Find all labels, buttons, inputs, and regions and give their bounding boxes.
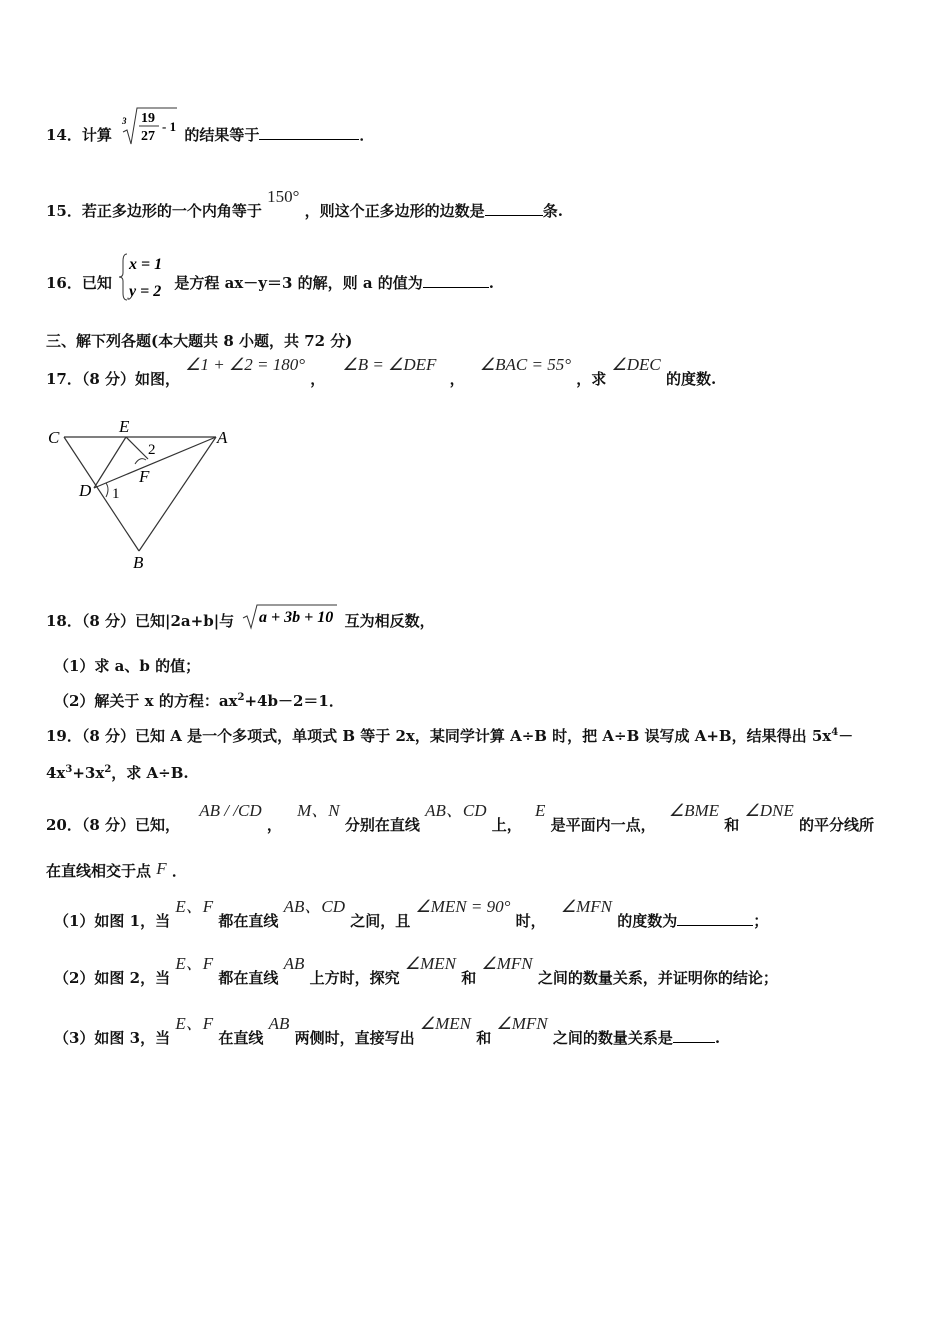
question-19-cont — [46, 762, 189, 783]
q20-p2-math-AB: AB — [283, 954, 305, 973]
cube-root-expression — [119, 102, 177, 148]
q20-math-F: F — [156, 859, 167, 878]
q20-p2-text: （2）如图 2，当 — [54, 969, 171, 987]
q20-p3-text-3: 和 — [476, 1029, 492, 1047]
equation-system — [117, 251, 169, 303]
q19-exponent-2: 2 — [104, 764, 112, 775]
answer-blank[interactable] — [673, 1028, 715, 1043]
q20-text-3: 是平面内一点， — [550, 816, 656, 834]
q20-p2-math-MEN: ∠MEN — [404, 954, 456, 973]
q20-part-1 — [46, 897, 769, 931]
question-20-cont — [46, 860, 187, 881]
answer-blank[interactable] — [259, 125, 359, 140]
question-16 — [46, 256, 495, 300]
minus-one: - 1 — [162, 119, 177, 134]
q17-sep-1: ， — [310, 370, 326, 388]
angle-2-arc — [135, 459, 146, 464]
q20-p3-text-4: 之间的数量关系是 — [552, 1029, 673, 1047]
q20-p1-math-ABCD: AB、CD — [283, 897, 345, 916]
q20-part-2 — [46, 954, 778, 988]
label-A: A — [217, 428, 228, 447]
q20-p2-text-1: 都在直线 — [218, 969, 279, 987]
q16-middle: 是方程 ax－y＝3 的解，则 a 的值为 — [174, 274, 423, 292]
q20-p3-math-AB: AB — [268, 1014, 290, 1033]
q20-p2-math-MFN: ∠MFN — [481, 954, 533, 973]
q18-part-2 — [46, 690, 344, 711]
question-20 — [46, 801, 874, 835]
q20-p1-text-1: 都在直线 — [218, 912, 279, 930]
answer-blank[interactable] — [423, 273, 489, 288]
q19-line-2-end: ，求 A÷B. — [111, 764, 189, 782]
q18-part-2-rest: +4b－2＝1． — [244, 692, 344, 710]
system-eq1: x = 1 — [129, 256, 163, 273]
q20-p2-text-2: 上方时，探究 — [309, 969, 400, 987]
q20-math-E: E — [534, 801, 546, 820]
q18-suffix: 互为相反数， — [344, 612, 435, 630]
question-17 — [46, 355, 717, 389]
q14-prefix: 14．计算 — [46, 126, 112, 144]
angle-1-arc — [106, 483, 108, 497]
q19-term-2: +3x — [72, 764, 105, 782]
q20-p1-math-EF: E、F — [175, 897, 214, 916]
q20-p1-math-MFN: ∠MFN — [560, 897, 612, 916]
fraction-numerator: 19 — [141, 111, 156, 126]
q17-condition-1: ∠1 + ∠2 = 180° — [185, 355, 306, 374]
q20-math-BME: ∠BME — [668, 801, 720, 820]
q17-sep-3: ，求 — [576, 370, 607, 388]
label-D: D — [79, 481, 92, 500]
q20-p1-text-4: 的度数为 — [617, 912, 678, 930]
section-heading: 三、解下列各题(本大题共 8 小题，共 72 分) — [46, 332, 353, 350]
q20-math-MN: M、N — [297, 801, 340, 820]
q20-text-4: 和 — [724, 816, 740, 834]
q17-prefix: 17．（8 分）如图， — [46, 370, 181, 388]
q20-text-2: 上， — [491, 816, 522, 834]
q20-sep: ， — [266, 816, 282, 834]
radical-index: 3 — [122, 116, 127, 126]
q17-suffix: 的度数. — [665, 370, 717, 388]
q16-end: . — [488, 274, 495, 292]
q20-p1-math-MEN90: ∠MEN = 90° — [415, 897, 511, 916]
q18-part-1: （1）求 a、b 的值； — [54, 657, 201, 675]
q20-p1-text: （1）如图 1，当 — [54, 912, 171, 930]
q20-part-3 — [46, 1014, 721, 1048]
label-1: 1 — [112, 486, 120, 502]
label-E: E — [119, 417, 130, 436]
system-eq2: y = 2 — [129, 283, 162, 300]
triangle-figure — [44, 416, 244, 576]
q20-p3-text-2: 两侧时，直接写出 — [294, 1029, 415, 1047]
q14-suffix: 的结果等于 — [184, 126, 260, 144]
q19-line-1: 19．（8 分）已知 A 是一个多项式，单项式 B 等于 2x，某同学计算 A÷B 时，把 A÷B 误写成 A+B，结果得出 5x — [46, 727, 832, 745]
label-F: F — [139, 467, 150, 486]
q20-math-DNE: ∠DNE — [744, 801, 794, 820]
question-18 — [46, 610, 435, 631]
q20-p3-math-MEN: ∠MEN — [419, 1014, 471, 1033]
q20-p3-end: . — [714, 1029, 721, 1047]
q20-line-2: 在直线相交于点 — [46, 862, 152, 880]
q18-part-2-text: （2）解关于 x 的方程：ax — [54, 692, 238, 710]
q20-math-ABCD: AB、CD — [425, 801, 487, 820]
q20-math-parallel: AB / /CD — [199, 801, 262, 820]
q20-prefix: 20．（8 分）已知， — [46, 816, 181, 834]
q19-line-1-end: － — [838, 727, 854, 745]
q16-prefix: 16．已知 — [46, 274, 112, 292]
q20-p2-math-EF: E、F — [175, 954, 214, 973]
answer-blank[interactable] — [677, 911, 753, 926]
q20-text-1: 分别在直线 — [344, 816, 420, 834]
q17-condition-2: ∠B = ∠DEF — [342, 355, 437, 374]
q14-end: ． — [359, 126, 375, 144]
q15-suffix: ，则这个正多边形的边数是 — [304, 202, 485, 220]
question-14 — [46, 111, 375, 148]
q15-prefix: 15．若正多边形的一个内角等于 — [46, 202, 262, 220]
label-B: B — [133, 553, 144, 572]
q17-sep-2: ， — [449, 370, 465, 388]
q17-target-angle: ∠DEC — [611, 355, 661, 374]
q20-p2-text-4: 之间的数量关系，并证明你的结论； — [537, 969, 778, 987]
square-root-expression — [241, 602, 337, 630]
q18-prefix: 18．（8 分）已知|2a+b|与 — [46, 612, 235, 630]
q20-p2-text-3: 和 — [461, 969, 477, 987]
answer-blank[interactable] — [485, 201, 543, 216]
q20-p1-end: ； — [753, 912, 769, 930]
q19-exponent-4: 4 — [831, 727, 839, 738]
q20-p3-text-1: 在直线 — [218, 1029, 264, 1047]
q19-term-1: 4x — [46, 764, 66, 782]
q20-p1-text-2: 之间，且 — [350, 912, 411, 930]
q20-line-2-end: ． — [171, 862, 187, 880]
segment-CB — [64, 437, 139, 551]
question-19 — [46, 725, 853, 746]
q17-condition-3: ∠BAC = 55° — [479, 355, 571, 374]
fraction-denominator: 27 — [141, 129, 156, 144]
q20-p3-text: （3）如图 3，当 — [54, 1029, 171, 1047]
segment-DE — [94, 437, 126, 488]
q20-p1-text-3: 时， — [515, 912, 546, 930]
angle-150: 150° — [267, 187, 300, 206]
segment-EF — [126, 437, 148, 459]
q18-part-2-exponent: 2 — [237, 692, 245, 703]
radicand: a + 3b + 10 — [259, 609, 334, 626]
q20-p3-math-MFN: ∠MFN — [496, 1014, 548, 1033]
q15-end: 条. — [542, 202, 563, 220]
q20-p3-math-EF: E、F — [175, 1014, 214, 1033]
q19-exponent-3: 3 — [65, 764, 73, 775]
question-15 — [46, 187, 563, 221]
q20-text-5: 的平分线所 — [798, 816, 874, 834]
label-C: C — [48, 428, 60, 447]
label-2: 2 — [148, 442, 156, 458]
